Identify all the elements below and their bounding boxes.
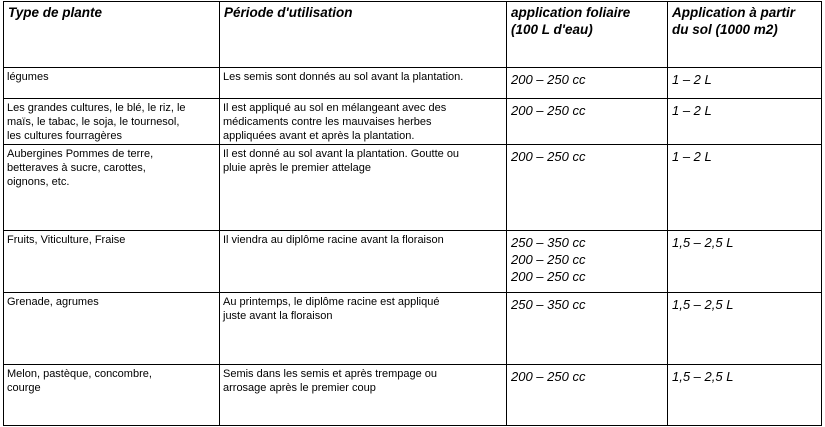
table-row xyxy=(4,231,822,293)
period-cell: Au printemps, le diplôme racine est appliqué juste avant la floraison xyxy=(220,293,507,365)
plant-cell: légumes xyxy=(4,68,220,99)
plant-cell: Les grandes cultures, le blé, le riz, le maïs, le tabac, le soja, le tournesol, les cultures fourragères xyxy=(4,99,220,145)
table-row xyxy=(4,365,822,426)
foliar-cell: 250 – 350 cc xyxy=(507,293,668,365)
period-cell: Il est appliqué au sol en mélangeant avec des médicaments contre les mauvaises herbes appliquées avant et après la plantation. xyxy=(220,99,507,145)
application-table xyxy=(3,1,822,426)
foliar-cell: 200 – 250 cc xyxy=(507,365,668,426)
table-row xyxy=(4,68,822,99)
header-period: Période d'utilisation xyxy=(220,2,507,68)
plant-cell: Fruits, Viticulture, Fraise xyxy=(4,231,220,293)
header-foliar: application foliaire (100 L d'eau) xyxy=(507,2,668,68)
plant-cell: Grenade, agrumes xyxy=(4,293,220,365)
header-plant-type: Type de plante xyxy=(4,2,220,68)
foliar-cell: 200 – 250 cc xyxy=(507,99,668,145)
period-cell: Il viendra au diplôme racine avant la floraison xyxy=(220,231,507,293)
plant-cell: Aubergines Pommes de terre, betteraves à sucre, carottes, oignons, etc. xyxy=(4,145,220,231)
foliar-cell: 200 – 250 cc xyxy=(507,145,668,231)
soil-cell: 1,5 – 2,5 L xyxy=(668,365,822,426)
soil-cell: 1,5 – 2,5 L xyxy=(668,231,822,293)
soil-cell: 1 – 2 L xyxy=(668,145,822,231)
soil-cell: 1,5 – 2,5 L xyxy=(668,293,822,365)
foliar-cell: 200 – 250 cc xyxy=(507,68,668,99)
soil-cell: 1 – 2 L xyxy=(668,99,822,145)
period-cell: Semis dans les semis et après trempage ou arrosage après le premier coup xyxy=(220,365,507,426)
period-cell: Il est donné au sol avant la plantation. Goutte ou pluie après le premier attelage xyxy=(220,145,507,231)
table-row xyxy=(4,99,822,145)
period-cell: Les semis sont donnés au sol avant la plantation. xyxy=(220,68,507,99)
soil-cell: 1 – 2 L xyxy=(668,68,822,99)
header-soil: Application à partir du sol (1000 m2) xyxy=(668,2,822,68)
table-row xyxy=(4,293,822,365)
header-row xyxy=(4,2,822,68)
table-row xyxy=(4,145,822,231)
foliar-cell: 250 – 350 cc 200 – 250 cc 200 – 250 cc xyxy=(507,231,668,293)
plant-cell: Melon, pastèque, concombre, courge xyxy=(4,365,220,426)
